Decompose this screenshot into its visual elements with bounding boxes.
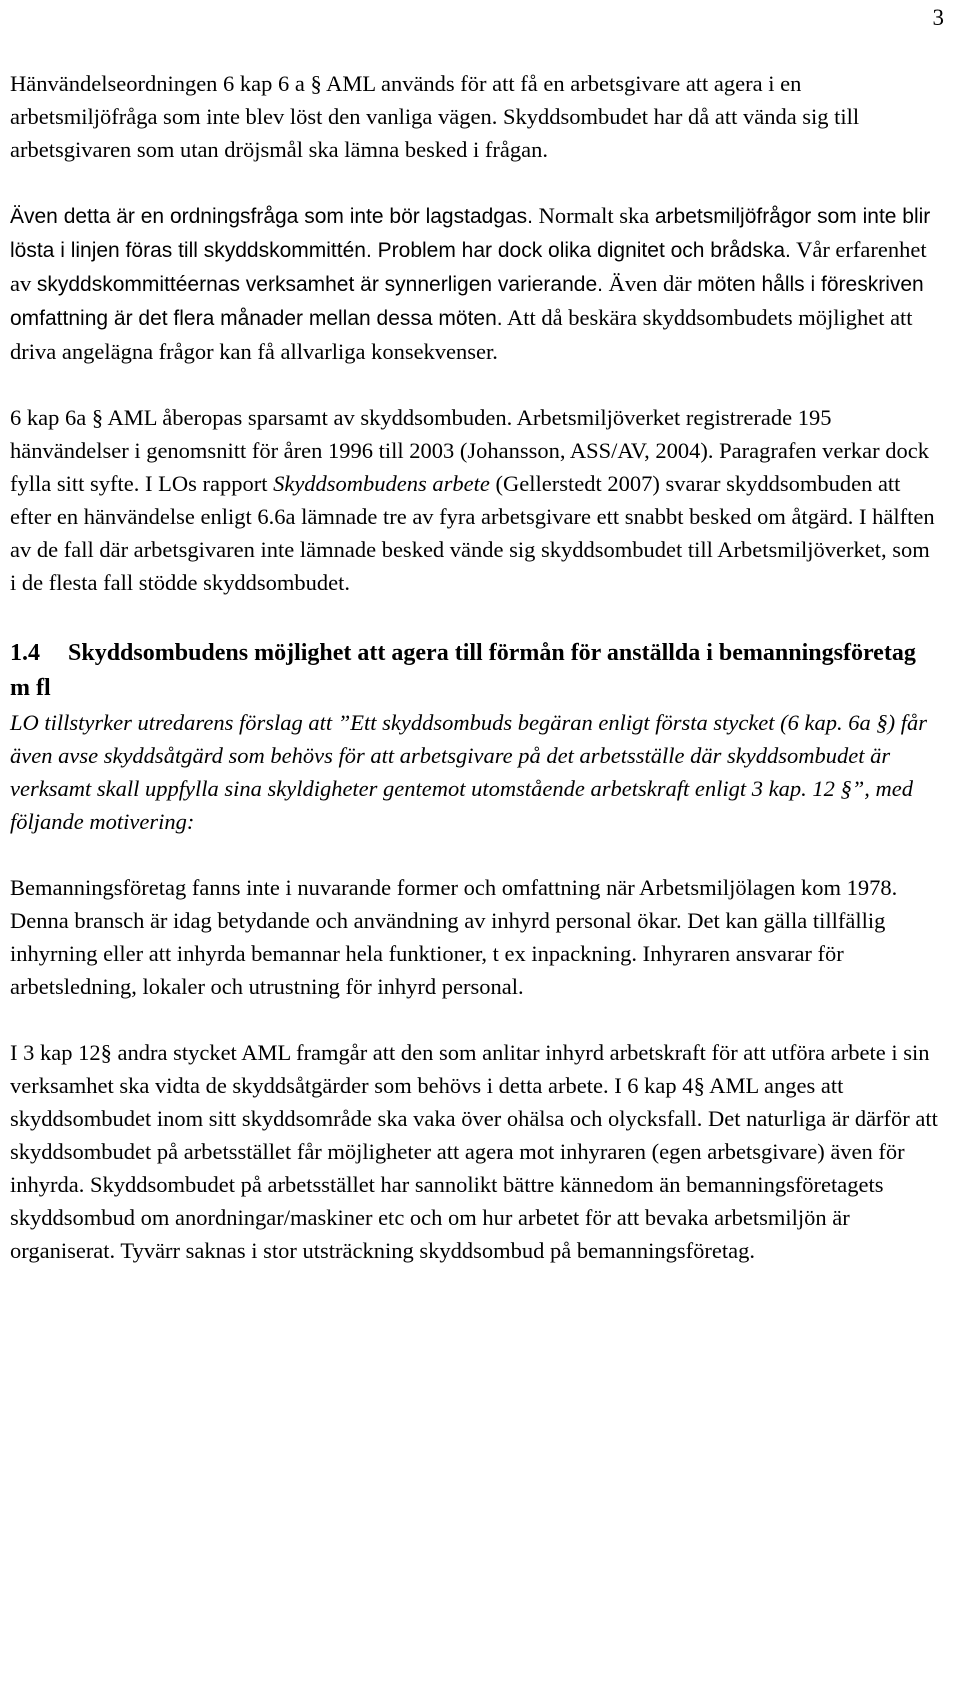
text-run: andra stycket AML framgår att den som anlitar inhyrd arbetskraft för att utföra arbete i sin verksamhet ska vidta de skyddsåtgärder som behövs i detta arbete. I 6 kap 4: [10, 1040, 930, 1098]
paragraph-gap: [10, 166, 940, 199]
text-run: Bemanningsföretag fanns inte i nuvarande former och omfattning när Arbetsmiljölagen kom 1978. Denna bransch är idag betydande och användning av inhyrd personal ökar. Det kan gälla tillfällig inhyrning eller att inhyrda bemannar hela funktioner, t ex inpackning. Inhyraren ansvarar för arbetsledning, lokaler och utrustning för inhyrd personal.: [10, 875, 898, 999]
text-run: I 3 kap 12: [10, 1040, 101, 1065]
section-number: 1.4: [10, 640, 40, 666]
paragraph-quote: [10, 706, 940, 838]
text-run: AML anges att skyddsombudet inom sitt skyddsområde ska vaka över ohälsa och olycksfall. Det naturliga är därför att skyddsombudet på arbetsstället får möjligheter att agera mot inhyraren (egen arbetsgivare) även för inhyrda. Skyddsombudet på arbetsstället har sannolikt bättre kännedom än bemanningsföretagets skyddsombud om anordningar/maskiner etc och om hur arbetet för att bevaka arbetsmiljön är organiserat. Tyvärr saknas i stor utsträckning skyddsombud på bemanningsföretag.: [10, 1073, 938, 1263]
text-run: skyddskommittéernas verksamhet är synnerligen varierande.: [36, 273, 603, 296]
text-run: möten hålls i föreskriven omfattning är det flera månader mellan dessa möten.: [10, 273, 924, 330]
text-run: arbetsmiljöfrågor som inte blir lösta i linjen föras till skyddskommittén. Problem har dock olika dignitet och brådska.: [10, 205, 931, 262]
text-run: Normalt ska: [533, 203, 655, 228]
section-title: Skyddsombudens möjlighet att agera till förmån för anställda i bemanningsföretag m fl: [10, 640, 916, 701]
section-sign: §: [876, 710, 888, 735]
text-run: 6 kap 6a: [10, 405, 92, 430]
document-body: [10, 67, 940, 1267]
section-sign: §: [100, 1040, 112, 1065]
paragraph-2: [10, 199, 940, 368]
text-run: Även detta är en ordningsfråga som inte bör lagstadgas.: [10, 205, 533, 228]
report-title: Skyddsombudens arbete: [273, 471, 490, 496]
paragraph-gap: [10, 368, 940, 401]
text-run: Även där: [602, 271, 698, 296]
page-number: 3: [932, 5, 944, 30]
text-run: Vår erfarenhet av: [10, 237, 927, 296]
section-sign: §: [693, 1073, 705, 1098]
paragraph-gap: [10, 599, 940, 632]
text-run: Att då beskära skyddsombudets möjlighet att driva angelägna frågor kan få allvarliga konsekvenser.: [10, 305, 913, 364]
text-run: ”, med följande motivering:: [10, 776, 913, 834]
section-sign: §: [840, 776, 852, 801]
text-run: (Gellerstedt 2007) svarar skyddsombuden att efter en hänvändelse enligt 6.6a lämnade tre av fyra arbetsgivare ett snabbt besked om åtgärd. I hälften av de fall där arbetsgivaren inte lämnade besked vände sig skyddsombudet till Arbetsmiljöverket, som i de flesta fall stödde skyddsombudet.: [10, 471, 935, 595]
paragraph-1: [10, 67, 940, 166]
paragraph-6: [10, 1036, 940, 1267]
text-run: AML åberopas sparsamt av skyddsombuden. Arbetsmiljöverket registrerade 195 hänvändelser i genomsnitt för åren 1996 till 2003 (Johansson, ASS/AV, 2004). Paragrafen verkar dock fylla sitt syfte. I LOs rapport: [10, 405, 930, 496]
paragraph-3: [10, 401, 940, 599]
text-run: AML används för att få en arbetsgivare att agera i en arbetsmiljöfråga som inte blev löst den vanliga vägen. Skyddsombudet har då att vända sig till arbetsgivaren som utan dröjsmål ska lämna besked i frågan.: [10, 71, 860, 162]
section-heading: [10, 636, 940, 706]
text-run: LO tillstyrker utredarens förslag att ”Ett skyddsombuds begäran enligt första stycket (6 kap. 6a: [10, 710, 877, 735]
paragraph-gap: [10, 838, 940, 871]
text-run: Hänvändelseordningen 6 kap 6 a: [10, 71, 311, 96]
section-sign: §: [91, 405, 104, 430]
text-run: ) får även avse skyddsåtgärd som behövs för att arbetsgivare på det arbetsställe där skyddsombudet är verksamt skall uppfylla sina skyldigheter gentemot utomstående arbetskraft enligt 3 kap. 12: [10, 710, 928, 801]
paragraph-gap: [10, 1003, 940, 1036]
paragraph-5: [10, 871, 940, 1003]
section-sign: §: [310, 71, 322, 96]
